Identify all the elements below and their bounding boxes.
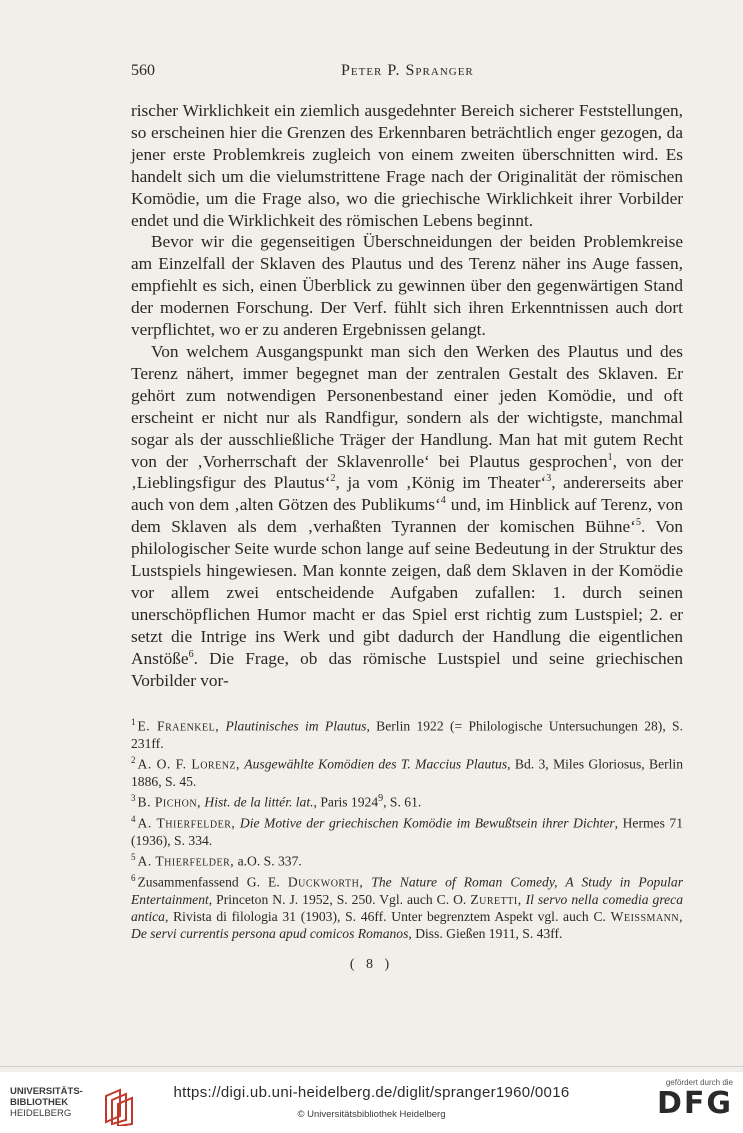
library-name-line: HEIDELBERG: [10, 1108, 72, 1119]
footnote-title: Hist. de la littér. lat.: [204, 794, 314, 810]
paragraph-3-text: , von der ‚Lieblingsfigur des Plautus‘: [131, 451, 683, 493]
paragraph-2: Bevor wir die gegenseitigen Überschneidungen der beiden Problemkreise am Einzelfall der Sklaven des Plautus und des Terenz näher ins Auge fassen, empfiehlt es sich, einen Überblick zu gewinnen über den gegenwärtigen Stand der modernen Forschung. Der Verf. fühlt sich ihren Erkenntnissen auch dort verpflichtet, wo er zu anderen Ergebnissen gelangt.: [131, 232, 683, 340]
footnote-title: Plautinisches im Plautus: [225, 718, 367, 734]
footnote-title: Il servo nella comedia greca antica: [131, 891, 683, 925]
copyright-notice: © Universitätsbibliothek Heidelberg: [297, 1109, 446, 1120]
footnote-1: [131, 714, 683, 752]
footnote-ref: 1: [607, 451, 613, 463]
footnote-4: [131, 811, 683, 849]
footnote-text: , Diss. Gießen 1911, S. 43ff.: [408, 926, 563, 942]
footnote-ref: 3: [546, 473, 552, 485]
sheet-number: ( 8 ): [349, 957, 394, 972]
footnote-text: , Hermes 71 (1936), S. 334.: [131, 815, 683, 848]
footnote-author: Zuretti,: [470, 891, 522, 907]
footnote-text: , S. 61.: [383, 794, 422, 810]
paragraph-3-text: , andererseits aber auch von dem ‚alten Götzen des Publikums‘: [131, 473, 683, 515]
funder-block[interactable]: [653, 1078, 733, 1130]
footnote-number: 2: [131, 755, 136, 766]
footnote-title: Die Motive der griechischen Komödie im Bewußtsein ihrer Dichter: [239, 815, 615, 831]
footnote-author: E. Fraenkel,: [137, 718, 220, 734]
footnote-author: B. Pichon,: [137, 794, 201, 810]
body-text: [131, 100, 683, 691]
funder-note: gefördert durch die: [665, 1078, 733, 1087]
footnote-3: [131, 790, 683, 811]
page-header: [131, 62, 683, 82]
footnote-ref: 5: [635, 517, 641, 529]
viewer-footer: [0, 1072, 743, 1133]
footnote-text: , Berlin 1922 (= Philologische Untersuchungen 28), S. 231ff.: [131, 718, 683, 751]
footnote-number: 5: [131, 852, 136, 863]
edition-superscript: 9: [378, 793, 384, 805]
paragraph-3-text: . Von philologischer Seite wurde schon lange auf seine Bedeutung in der Struktur des Lustspiels hingewiesen. Man konnte zeigen, daß dem Sklaven in der Komödie vor allem zwei entscheidende Aufgaben zufallen: 1. durch seinen unerschöpflichen Humor macht er das Spiel erst richtig zum Lustspiel; 2. er setzt die Intrige ins Werk und gibt dadurch der Handlung die eigentlichen Anstöße: [131, 517, 683, 668]
footnote-author: A. Thierfelder,: [137, 853, 235, 869]
footnote-number: 3: [131, 793, 136, 804]
footnotes: [131, 714, 683, 943]
footnote-text: , Princeton N. J. 1952, S. 250. Vgl. auch C. O.: [208, 891, 467, 907]
page-number: 560: [131, 62, 155, 79]
paragraph-3-text: . Die Frage, ob das römische Lustspiel und seine griechischen Vorbilder vor-: [131, 648, 683, 690]
footer-divider: [0, 1066, 743, 1067]
footnote-text: a.O. S. 337.: [237, 853, 302, 869]
paragraph-3-text: Von welchem Ausgangspunkt man sich den Werken des Plautus und des Terenz nähert, immer begegnet man der zentralen Gestalt des Sklaven. Er gehört zum notwendigen Personenbestand einer jeden Komödie, und oft erscheint er nicht nur als Randfigur, sondern als der wichtigste, manchmal sogar als der ausschließliche Träger der Handlung. Man hat mit gutem Recht von der ‚Vorherrschaft der Sklavenrolle‘ bei Plautus gesprochen: [131, 341, 683, 471]
permalink-url[interactable]: https://digi.ub.uni-heidelberg.de/diglit/spranger1960/0016: [173, 1084, 570, 1101]
footnote-6: [131, 870, 683, 943]
footnote-author: A. O. F. Lorenz,: [137, 756, 240, 772]
footnote-author: Weissmann,: [610, 909, 684, 925]
footnote-author: Duckworth,: [287, 874, 364, 890]
footnote-text: Zusammenfassend G. E.: [137, 874, 280, 890]
paragraph-3-text: , ja vom ‚König im Theater‘: [335, 473, 547, 493]
footnote-2: [131, 752, 683, 790]
library-name-line: UNIVERSITÄTS-: [10, 1086, 83, 1097]
footnote-number: 4: [131, 814, 136, 825]
footnote-number: 6: [131, 873, 136, 884]
paragraph-1: rischer Wirklichkeit ein ziemlich ausgedehnter Bereich sicherer Feststellungen, so erscheinen hier die Grenzen des Erkennbaren beträchtlich enger gezogen, da jener erste Problemkreis zugleich von einem zweiten überschnitten wird. Es handelt sich um die vielumstrittene Frage nach der Originalität der römischen Komödie, um die Frage also, wo die griechische Wirklichkeit ihrer Vorbilder endet und die Wirklichkeit des römischen Lebens beginnt.: [131, 101, 683, 230]
running-head: Peter P. Spranger: [341, 62, 474, 79]
footnote-5: [131, 849, 683, 870]
footnote-author: A. Thierfelder,: [137, 815, 236, 831]
footnote-title: The Nature of Roman Comedy, A Study in Popular Entertainment: [131, 874, 683, 907]
footnote-text: , Paris 1924: [313, 794, 379, 810]
footnote-ref: 4: [440, 495, 446, 507]
footnote-ref: 6: [188, 648, 194, 660]
footnote-title: De servi currentis persona apud comicos Romanos: [131, 926, 409, 942]
dfg-logo: DFG: [656, 1086, 733, 1121]
footnote-text: , Bd. 3, Miles Gloriosus, Berlin 1886, S. 45.: [131, 756, 683, 789]
paragraph-3: [131, 341, 683, 692]
footnote-text: , Rivista di filologia 31 (1903), S. 46ff. Unter begrenztem Aspekt vgl. auch C.: [164, 909, 606, 925]
footnote-title: Ausgewählte Komödien des T. Maccius Plautus: [244, 756, 508, 772]
paragraph-3-text: und, im Hinblick auf Terenz, von dem Sklaven als dem ‚verhaßten Tyrannen der komischen Bühne‘: [131, 495, 683, 537]
footnote-ref: 2: [330, 473, 336, 485]
footnote-number: 1: [131, 717, 136, 727]
library-name-line: BIBLIOTHEK: [10, 1097, 69, 1108]
